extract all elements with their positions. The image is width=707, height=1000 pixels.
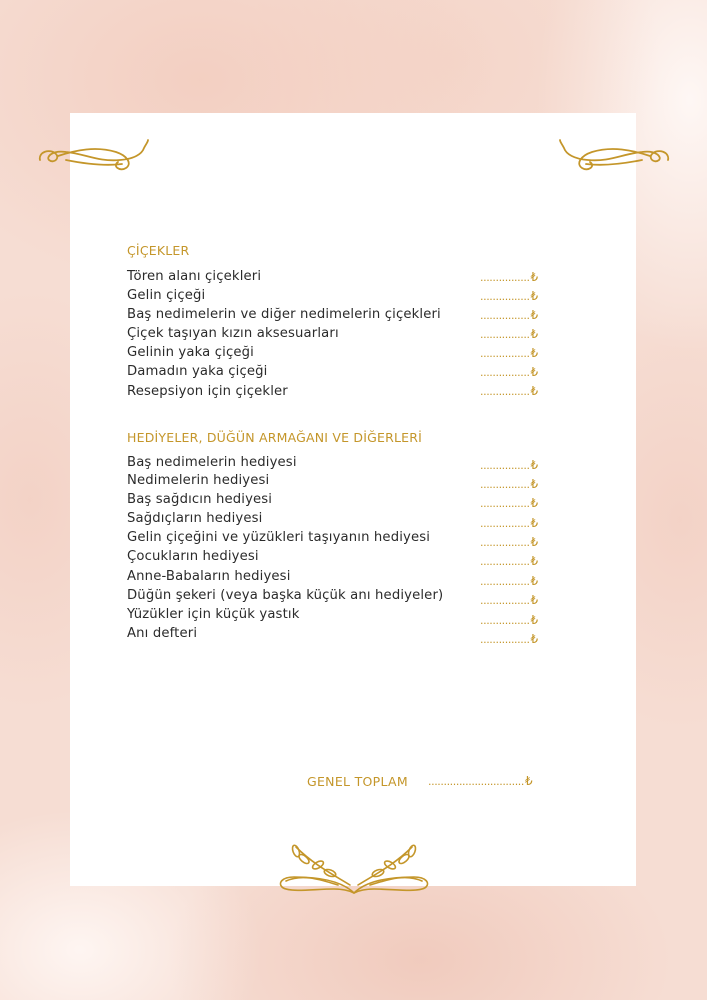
price-field[interactable]: ................₺ — [480, 458, 539, 472]
flourish-swirl-right-icon — [556, 138, 672, 178]
lira-icon: ₺ — [530, 516, 539, 530]
list-item: Baş nedimelerin hediyesi — [127, 455, 297, 470]
lira-icon: ₺ — [530, 308, 539, 322]
price-field[interactable]: ................₺ — [480, 308, 539, 322]
price-field[interactable]: ................₺ — [480, 554, 539, 568]
list-item: Baş sağdıcın hediyesi — [127, 492, 273, 507]
section-title-flowers: ÇİÇEKLER — [127, 243, 190, 258]
list-item: Resepsiyon için çiçekler — [127, 384, 288, 399]
price-field[interactable]: ................₺ — [480, 593, 539, 607]
list-item: Düğün şekeri (veya başka küçük anı hediyeler) — [127, 588, 444, 603]
list-item: Anne-Babaların hediyesi — [127, 569, 291, 584]
price-field[interactable]: ................₺ — [480, 477, 539, 491]
price-field[interactable]: ................₺ — [480, 496, 539, 510]
price-field[interactable]: ................₺ — [480, 384, 539, 398]
lira-icon: ₺ — [530, 346, 539, 360]
lira-icon: ₺ — [530, 593, 539, 607]
list-item: Çiçek taşıyan kızın aksesuarları — [127, 326, 339, 341]
list-item: Sağdıçların hediyesi — [127, 511, 263, 526]
lira-icon: ₺ — [530, 270, 539, 284]
price-field[interactable]: ................₺ — [480, 613, 539, 627]
list-item: Gelin çiçeği — [127, 288, 206, 303]
list-item: Tören alanı çiçekleri — [127, 269, 262, 284]
price-field[interactable]: ................₺ — [480, 270, 539, 284]
price-field[interactable]: ................₺ — [480, 327, 539, 341]
price-field[interactable]: ................₺ — [480, 346, 539, 360]
price-field[interactable]: ................₺ — [480, 535, 539, 549]
lira-icon: ₺ — [530, 477, 539, 491]
lira-icon: ₺ — [525, 774, 533, 788]
price-field[interactable]: ................₺ — [480, 289, 539, 303]
list-item: Damadın yaka çiçeği — [127, 364, 268, 379]
lira-icon: ₺ — [530, 289, 539, 303]
lira-icon: ₺ — [530, 365, 539, 379]
grand-total-field[interactable]: ...............................₺ — [428, 774, 533, 788]
list-item: Gelinin yaka çiçeği — [127, 345, 254, 360]
lira-icon: ₺ — [530, 574, 539, 588]
price-field[interactable]: ................₺ — [480, 365, 539, 379]
list-item: Gelin çiçeğini ve yüzükleri taşıyanın hediyesi — [127, 530, 431, 545]
lira-icon: ₺ — [530, 554, 539, 568]
list-item: Nedimelerin hediyesi — [127, 473, 270, 488]
price-field[interactable]: ................₺ — [480, 516, 539, 530]
price-field[interactable]: ................₺ — [480, 632, 539, 646]
price-field[interactable]: ................₺ — [480, 574, 539, 588]
laurel-flourish-icon — [274, 843, 434, 895]
list-item: Yüzükler için küçük yastık — [127, 607, 300, 622]
section-title-gifts: HEDİYELER, DÜĞÜN ARMAĞANI VE DİĞERLERİ — [127, 430, 423, 445]
lira-icon: ₺ — [530, 535, 539, 549]
lira-icon: ₺ — [530, 613, 539, 627]
list-item: Baş nedimelerin ve diğer nedimelerin çiçekleri — [127, 307, 441, 322]
grand-total-label: GENEL TOPLAM — [307, 774, 408, 789]
lira-icon: ₺ — [530, 632, 539, 646]
lira-icon: ₺ — [530, 384, 539, 398]
lira-icon: ₺ — [530, 458, 539, 472]
list-item: Anı defteri — [127, 626, 198, 641]
lira-icon: ₺ — [530, 496, 539, 510]
flourish-swirl-left-icon — [36, 138, 152, 178]
lira-icon: ₺ — [530, 327, 539, 341]
list-item: Çocukların hediyesi — [127, 549, 259, 564]
